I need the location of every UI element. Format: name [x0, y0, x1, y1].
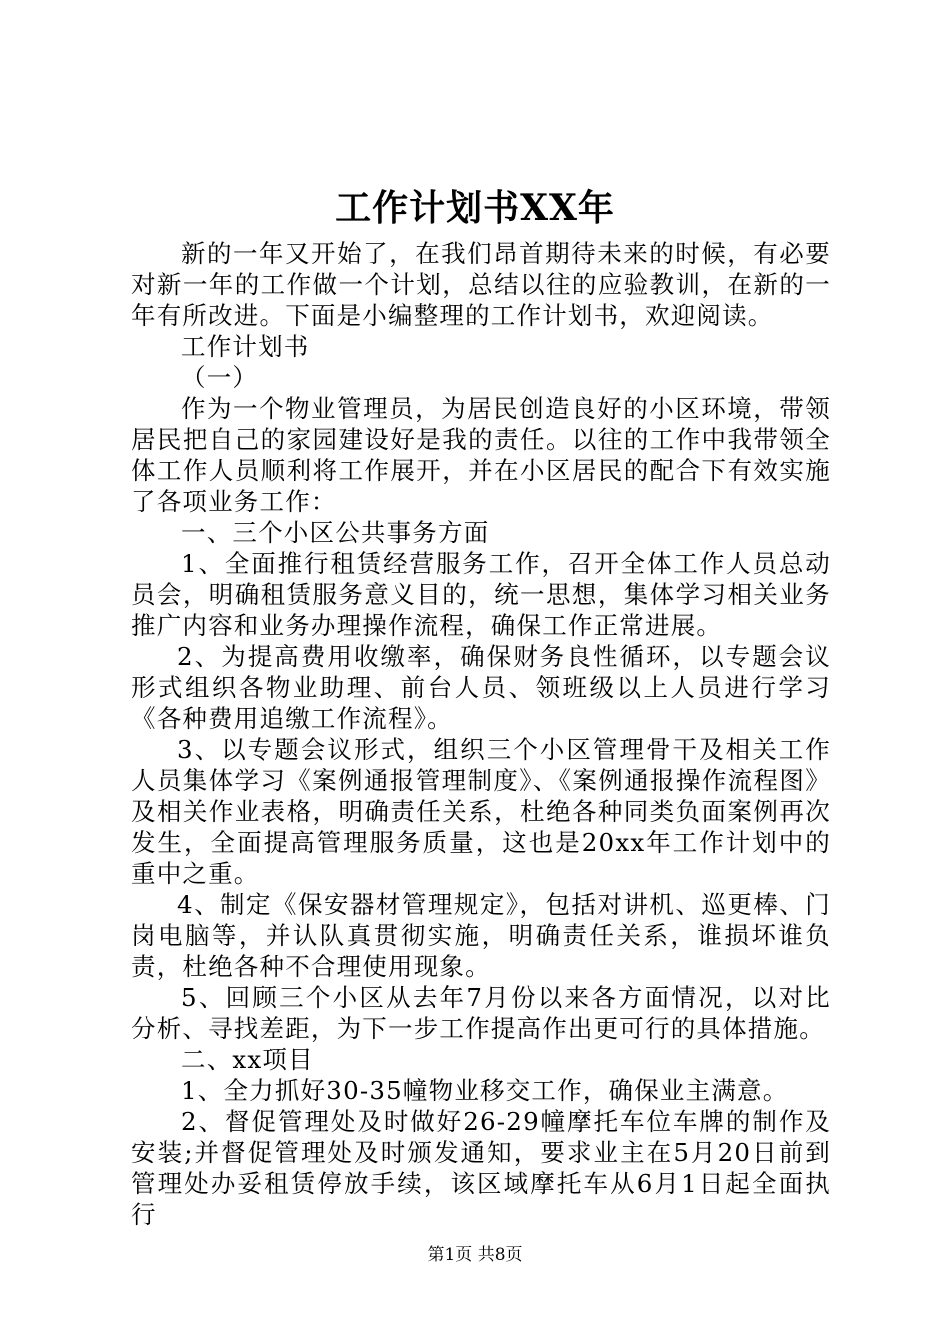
page-indicator: 第1页 共8页 [427, 1245, 523, 1265]
section-heading: 工作计划书 [181, 332, 310, 361]
list-item: 1、全面推行租赁经营服务工作，召开全体工作人员总动员会，明确租赁服务意义目的，统一思想，集体学习相关业务推广内容和业务办理操作流程，确保工作正常进展。 [131, 549, 831, 640]
document-body [131, 238, 831, 1230]
document-title: 工作计划书XX年 [335, 187, 615, 229]
list-item: 5、回顾三个小区从去年7月份以来各方面情况，以对比分析、寻找差距，为下一步工作提高作出更可行的具体措施。 [131, 983, 831, 1043]
list-item: 2、督促管理处及时做好26-29幢摩托车位车牌的制作及安装;并督促管理处及时颁发通知，要求业主在5月20日前到管理处办妥租赁停放手续，该区域摩托车从6月1日起全面执行 [131, 1107, 831, 1229]
list-item: 4、制定《保安器材管理规定》，包括对讲机、巡更棒、门岗电脑等，并认队真贯彻实施，明确责任关系，谁损坏谁负责，杜绝各种不合理使用现象。 [131, 890, 831, 981]
list-item: 2、为提高费用收缴率，确保财务良性循环，以专题会议形式组织各物业助理、前台人员、领班级以上人员进行学习《各种费用追缴工作流程》。 [131, 642, 831, 733]
intro-paragraph: 新的一年又开始了，在我们昂首期待未来的时候，有必要对新一年的工作做一个计划，总结以往的应验教训，在新的一年有所改进。下面是小编整理的工作计划书，欢迎阅读。 [131, 239, 831, 330]
list-item: 3、以专题会议形式，组织三个小区管理骨干及相关工作人员集体学习《案例通报管理制度》、《案例通报操作流程图》及相关作业表格，明确责任关系，杜绝各种同类负面案例再次发生，全面提高管理服务质量，这也是20xx年工作计划中的重中之重。 [131, 735, 831, 888]
subsection-heading: 一、三个小区公共事务方面 [181, 518, 490, 547]
subsection-heading: 二、xx项目 [181, 1045, 314, 1074]
section-number: （一） [181, 363, 259, 392]
body-paragraph: 作为一个物业管理员，为居民创造良好的小区环境，带领居民把自己的家园建设好是我的责任。以往的工作中我带领全体工作人员顺利将工作展开，并在小区居民的配合下有效实施了各项业务工作： [131, 394, 831, 516]
list-item: 1、全力抓好30-35幢物业移交工作，确保业主满意。 [181, 1076, 789, 1105]
